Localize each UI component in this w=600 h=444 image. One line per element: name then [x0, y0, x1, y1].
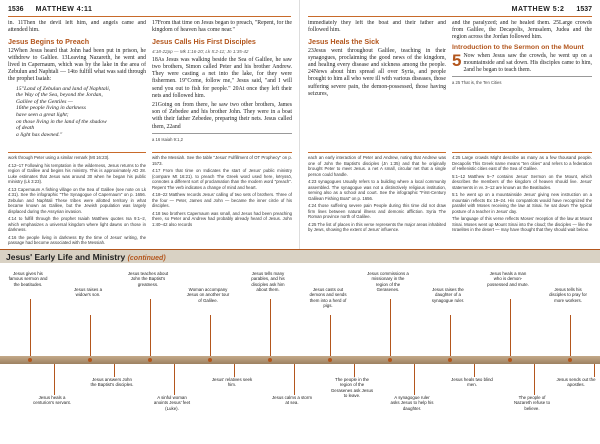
poem-line: 16the people living in darkness: [16, 105, 86, 112]
study-note: 4:25 The list of places in this verse represents the major areas inhabited by Jews, showing the extent of Jesus' influence.: [308, 221, 446, 232]
timeline-subtitle: (continued): [127, 254, 166, 262]
timeline-connector: [534, 364, 535, 395]
timeline-connector: [294, 364, 295, 395]
timeline-connector: [90, 315, 91, 356]
study-note: 4:12–17 Following his temptation in the wilderness, Jesus returns to the region of Galilee and begins his ministry. This is approximately AD 28. Luke estimates that Jesus was around 30 when he began his public ministry (Lk 3:23).: [8, 162, 146, 184]
study-note: each an early interaction of Peter and Andrew, noting that Andrew was one of John the Baptist's disciples (Jn 1:35) and that he originally brought Peter to meet Jesus. a net A small, circular net that a single person could handle.: [308, 155, 446, 177]
scripture-paragraph: in. 11Then the devil left him, and angels came and attended him.: [8, 20, 146, 34]
timeline-connector: [450, 315, 451, 356]
timeline-title: [6, 252, 166, 262]
timeline-event-top: Jesus teaches about John the Baptist's greatness.: [127, 271, 169, 287]
study-note: 4:23 synagogues Usually refers to a building where a local community assembled. The synagogue was not a distinctively religious institution, serving also as a school and court. See the infographic "First-Century Galilean Fishing Boat" on p. 1656.: [308, 179, 446, 201]
divider: [452, 76, 592, 77]
timeline-marker: [28, 358, 32, 362]
poem-line: 15"Land of Zebulun and land of Naphtali,: [16, 85, 111, 92]
study-notes-right-2: [452, 152, 592, 248]
scripture-paragraph: 17From that time on Jesus began to preach, "Repent, for the kingdom of heaven has come near.": [152, 20, 292, 34]
timeline-connector: [114, 364, 115, 377]
right-column-2: [452, 20, 592, 150]
scripture-paragraph: 12When Jesus heard that John had been put in prison, he withdrew to Galilee. 13Leaving Nazareth, he went and lived in Capernaum, which was by the lake in the area of Zebulun and Naphtali — 14to fulfill what was said through the prophet Isaiah:: [8, 47, 146, 83]
timeline-event-bottom: Jesus' relatives seek him.: [211, 377, 253, 388]
timeline-event-bottom: The people in the region of the Gerasenes ask Jesus to leave.: [330, 377, 374, 399]
header-rule: [308, 16, 592, 17]
timeline-event-bottom: Jesus heals a centurion's servant.: [33, 395, 71, 406]
timeline-connector: [354, 364, 355, 377]
timeline-event-top: Jesus raises a widow's son.: [73, 287, 103, 298]
timeline-infographic: [0, 249, 600, 444]
study-note: 4:25 Large crowds Might describe as many as a few thousand people. Decapolis This Greek name means "ten cities" and refers to a federation of Hellenistic cities east of the Sea of Galilee.: [452, 155, 592, 171]
timeline-event-bottom: Jesus sends out the apostles.: [556, 377, 596, 388]
study-note: 5:1 he went up on a mountainside Jesus' giving new instruction on a mountain reflects Ex 19–24. His compatriots would have recognized the parallel with Moses receiving the law at Sinai. he sat down The typical posture of a teacher in Jesus' day.: [452, 192, 592, 214]
study-note: 4:18 two brothers Capernaum was small, and Jesus had been preaching there, so Peter and Andrew had probably already heard of Jesus. John 1:40–42 also records: [152, 210, 292, 227]
timeline-marker: [208, 358, 212, 362]
study-notes-left: [8, 152, 146, 248]
study-note: 4:16 the people living in darkness By the time of Jesus' writing, the passage had become associated with the Messiah.: [8, 234, 146, 245]
book-header: MATTHEW 5:2: [511, 5, 565, 13]
timeline-connector: [510, 299, 511, 356]
timeline-connector: [390, 299, 391, 356]
study-note: 4:17 From that time on Indicates the start of Jesus' public ministry (compare Mt 16:21). to preach The Greek word used here, kēryssō, connotes a different sort of proclamation than the modern word "preach". Repent The verb indicates a change of mind and heart.: [152, 168, 292, 190]
timeline-event-bottom: The people of Nazareth refuse to believe.: [513, 395, 551, 411]
timeline-title-bar: [0, 249, 600, 263]
study-note: The language of this verse reflects Moses' reception of the law at Mount Sinai. Moses went up Mount Sinai into the cloud; the disciples — like the Israelites in the desert — may have thought that they should wait below.: [452, 216, 592, 232]
section-heading: Jesus Calls His First Disciples: [152, 37, 256, 47]
page-number: 1537: [576, 5, 592, 13]
scripture-paragraph: and the paralyzed; and he healed them. 25Large crowds from Galilee, the Decapolis, Jerusalem, Judea and the region across the Jordan followed him.: [452, 20, 592, 41]
timeline-marker: [328, 358, 332, 362]
timeline-connector: [54, 364, 55, 395]
left-column-2: [152, 20, 292, 150]
timeline-event-top: Jesus casts out demons and sends them into a herd of pigs.: [309, 287, 347, 309]
timeline-connector: [414, 364, 415, 395]
timeline-event-top: Jesus tells his disciples to pray for more workers.: [549, 287, 587, 303]
timeline-connector: [474, 364, 475, 377]
scripture-paragraph: immediately they left the boat and their father and followed him.: [308, 20, 446, 34]
divider: [152, 133, 292, 134]
timeline-connector: [330, 315, 331, 356]
section-heading: Jesus Begins to Preach: [8, 37, 90, 47]
page-number: 1536: [8, 5, 24, 13]
timeline-event-bottom: Jesus calms a storm at sea.: [271, 395, 312, 406]
study-note: 4:14 to fulfill through the prophet Isaiah Matthew quotes Isa 9:1–2, which emphasizes a universal kingdom where light dawns on those in darkness.: [8, 216, 146, 232]
study-note: 4:24 those suffering severe pain People during this time did not draw firm lines between natural illness and demonic affliction. Syria The Roman province north of Galilee.: [308, 203, 446, 219]
book-header: MATTHEW 4:11: [35, 5, 93, 13]
timeline-connector: [30, 299, 31, 356]
poetry-block: [8, 86, 146, 139]
timeline-event-top: Jesus heals a man who is demon-possessed and mute.: [487, 271, 529, 287]
study-note: 4:18–22 Matthew records Jesus' calling of two sets of brothers. Three of the four — Peter, James and John — became the inner circle of his disciples.: [152, 192, 292, 208]
scripture-paragraph: 21Going on from there, he saw two other brothers, James son of Zebedee and his brother John. They were in a boat with their father Zebedee, preparing their nets. Jesus called them, 22and: [152, 102, 292, 130]
poem-line: of death: [16, 125, 35, 132]
timeline-title-text: Jesus' Early Life and Ministry: [6, 251, 126, 262]
poem-line: on those living in the land of the shadow: [16, 118, 107, 125]
timeline-event-bottom: A synagogue ruler asks Jesus to help his daughter.: [390, 395, 434, 411]
timeline-connector: [210, 315, 211, 356]
scripture-paragraph: 18As Jesus was walking beside the Sea of Galilee, he saw two brothers, Simon called Peter and his brother Andrew. They were casting a net into the lake, for they were fishermen. 19"Come, follow me," Jesus said, "and I will send you out to fish for people." 20At once they left their nets and followed him.: [152, 56, 292, 99]
timeline-event-top: Jesus commissions a missionary in the region of the Gerasenes.: [367, 271, 409, 293]
section-heading: Introduction to the Sermon on the Mount: [452, 43, 584, 51]
section-heading: Jesus Heals the Sick: [308, 37, 380, 47]
timeline-marker: [448, 358, 452, 362]
timeline-event-top: Woman accompany Jesus on another tour of Galilee.: [186, 287, 230, 303]
timeline-event-bottom: A sinful woman anoints Jesus' feet (Luke).: [153, 395, 191, 411]
study-note: work through Peter using a similar remark (Mt 16:23).: [8, 155, 110, 160]
timeline-marker: [268, 358, 272, 362]
study-note: 4:13 Capernaum A fishing village on the Sea of Galilee (see note on Lk 4:31). See the infographic "The Synagogue of Capernaum" on p. 1656. Zebulun and Naphtali These tribes were allotted territory in what became known as Galilee, but the Jewish population was largely displaced during the Assyrian invasion.: [8, 186, 146, 214]
timeline-event-top: Jesus tells many parables, and his disciples ask him about them.: [251, 271, 285, 293]
chapter-number: 5: [452, 50, 462, 70]
timeline-marker: [88, 358, 92, 362]
study-note: 5:1–12 Matthew 5–7 contains Jesus' Sermon on the Mount, which describes the members of the kingdom of heaven should live. Jesus' statements in vv. 3–12 are known as the Beatitudes.: [452, 173, 592, 190]
footnote: a 16 Isaiah 9:1,2: [152, 136, 183, 142]
study-notes-mid: [152, 152, 292, 248]
poem-line: Galilee of the Gentiles —: [16, 98, 73, 105]
timeline-event-top: Jesus raises the daughter of a synagogue ruler.: [431, 287, 465, 303]
study-note: with the Messiah. See the table "Jesus' Fulfillment of OT Prophecy" on p. 1573.: [152, 155, 292, 166]
poem-line: have seen a great light;: [16, 112, 69, 118]
timeline-connector: [234, 364, 235, 377]
header-rule: [8, 16, 291, 17]
timeline-event-bottom: Jesus answers John the Baptist's disciples.: [90, 377, 134, 388]
scripture-paragraph: 23Jesus went throughout Galilee, teaching in their synagogues, proclaiming the good news of the kingdom, and healing every disease and sickness among the people. 24News about him spread all over Syria, and people brought to him all who were ill with various diseases, those suffering severe pain, the demon-possessed, those having seizures,: [308, 47, 446, 97]
timeline-connector: [270, 299, 271, 356]
timeline-connector: [594, 364, 595, 377]
timeline-marker: [568, 358, 572, 362]
timeline-connector: [174, 364, 175, 395]
poem-line: a light has dawned.": [16, 131, 63, 138]
timeline-event-top: Jesus gives his famous sermon and the beatitudes.: [8, 271, 48, 287]
scripture-paragraph: Now when Jesus saw the crowds, he went up on a mountainside and sat down. His disciples came to him, 2and he began to teach them.: [463, 52, 592, 74]
timeline-marker: [388, 358, 392, 362]
timeline-marker: [508, 358, 512, 362]
timeline-connector: [150, 299, 151, 356]
right-column-1: [308, 20, 446, 150]
timeline-marker: [148, 358, 152, 362]
study-notes-right-1: [308, 152, 446, 248]
timeline-connector: [570, 315, 571, 356]
footnote: a 25 That is, the Ten Cities: [452, 80, 502, 86]
cross-reference: 4:18-22pp — Mk 1:16-20; Lk 5:2-11; Jn 1:35-42: [152, 48, 249, 54]
timeline-event-bottom: Jesus heals two blind men.: [451, 377, 493, 388]
poem-line: the Way of the Sea, beyond the Jordan,: [16, 92, 103, 99]
